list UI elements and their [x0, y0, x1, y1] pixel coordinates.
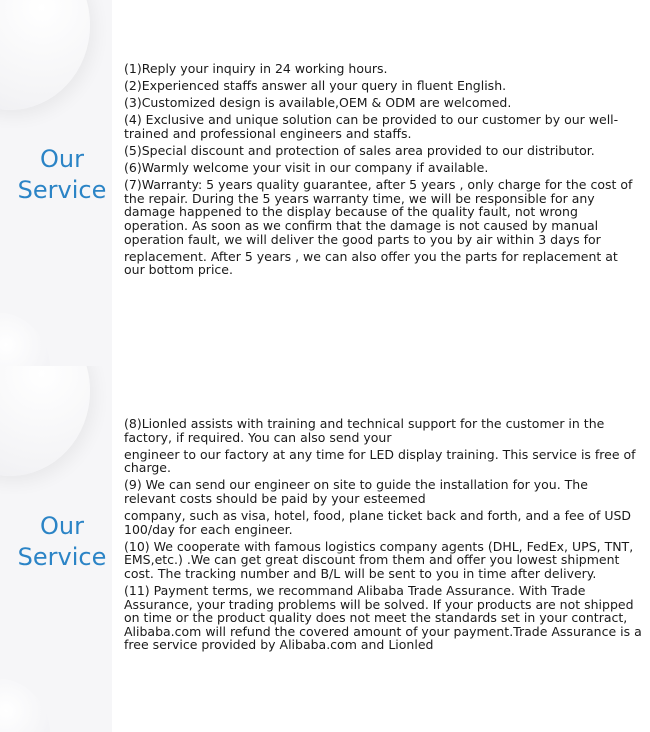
service-item: engineer to our factory at any time for LED display training. This service is free of charge.	[124, 446, 636, 476]
service-item: (1)Reply your inquiry in 24 working hours.	[124, 61, 388, 76]
service-item: (3)Customized design is available,OEM & ODM are welcomed.	[124, 95, 512, 111]
service-item: (9) We can send our engineer on site to guide the installation for you. The relevant costs should be paid by your esteemed	[124, 477, 588, 506]
service-item: replacement. After 5 years , we can also offer you the parts for replacement at our bottom price.	[124, 248, 618, 278]
decorative-circle	[0, 366, 90, 476]
service-panel-2	[0, 366, 650, 732]
heading-line: Our	[40, 145, 84, 173]
decorative-circle	[0, 678, 50, 732]
service-item: company, such as visa, hotel, food, plane ticket back and forth, and a fee of USD 100/day for each engineer.	[124, 508, 632, 537]
service-item: (6)Warmly welcome your visit in our company if available.	[124, 160, 489, 176]
decorative-circle	[0, 0, 90, 110]
service-item: (11) Payment terms, we recommand Alibaba Trade Assurance. With Trade Assurance, your trading problems will be solved. If your products are not shipped on time or the product quality does not meet the standards set in your contract, Alibaba.com will refund the covered amount of your payment.Trade Assurance is a free service provided by Alibaba.com and Lionled	[124, 583, 642, 653]
heading-line: Service	[17, 176, 107, 204]
section-heading	[12, 511, 112, 573]
service-text	[124, 417, 642, 656]
service-item: (2)Experienced staffs answer all your query in fluent English.	[124, 78, 507, 94]
heading-line: Service	[17, 543, 107, 571]
service-text	[124, 62, 642, 280]
service-item: (7)Warranty: 5 years quality guarantee, after 5 years , only charge for the cost of the repair. During the 5 years warranty time, we will be responsible for any damage happened to the display because of the quality fault, not wrong operation. As soon as we confirm that the damage is not caused by manual operation fault, we will deliver the good parts to you by air within 3 days for	[124, 177, 633, 247]
heading-line: Our	[40, 512, 84, 540]
section-heading	[12, 144, 112, 206]
service-item: (10) We cooperate with famous logistics company agents (DHL, FedEx, UPS, TNT, EMS,etc.) .We can get great discount from them and offer you lowest shipment cost. The tracking number and B/L will be sent to you in time after delivery.	[124, 538, 634, 581]
service-item: (5)Special discount and protection of sales area provided to our distributor.	[124, 142, 595, 158]
decorative-circle	[0, 312, 50, 366]
service-item: (4) Exclusive and unique solution can be provided to our customer by our well-trained and professional engineers and staffs.	[124, 112, 619, 141]
service-item: (8)Lionled assists with training and technical support for the customer in the factory, if required. You can also send your	[124, 416, 605, 445]
